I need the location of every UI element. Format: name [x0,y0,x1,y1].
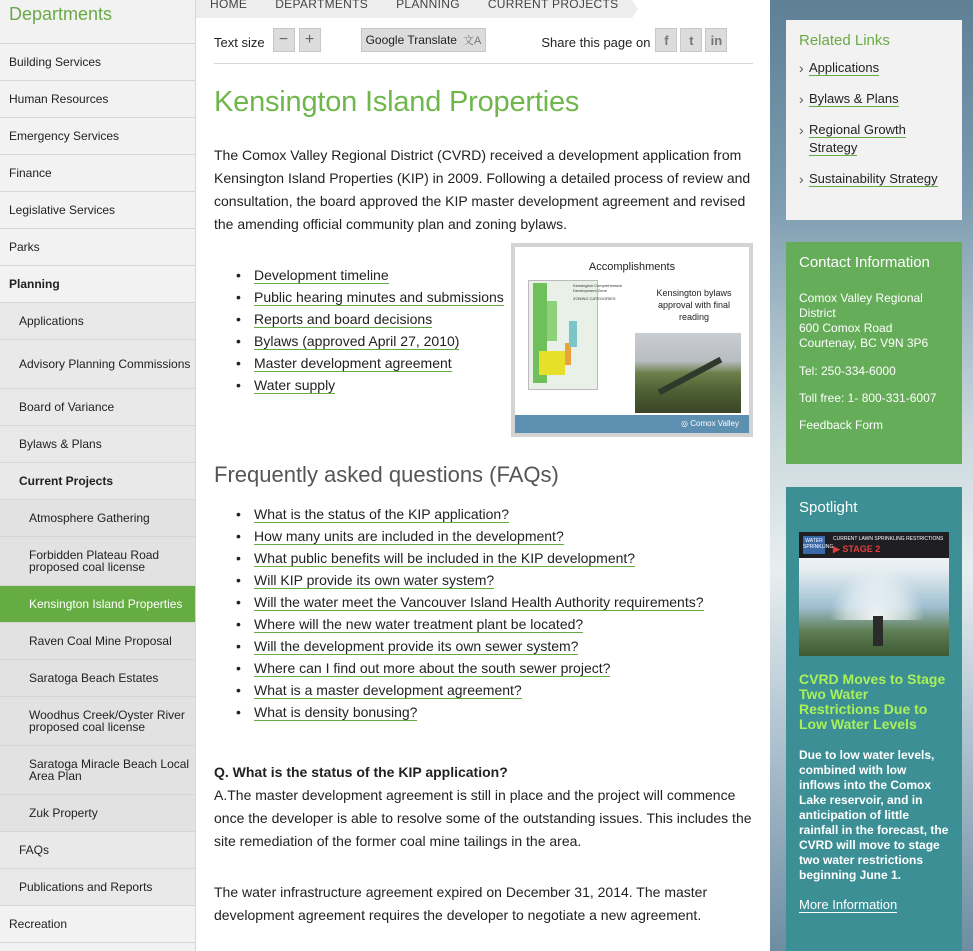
share-label: Share this page on [541,35,651,50]
slide-title: Accomplishments [588,261,676,273]
faq-link[interactable]: Will KIP provide its own water system? [254,572,495,588]
linkedin-icon[interactable]: in [705,28,727,52]
sidebar-item-advisory-planning-commissions[interactable]: Advisory Planning Commissions [0,340,195,389]
related-links-title: Related Links [799,32,890,49]
intro-paragraph: The Comox Valley Regional District (CVRD) received a development application from Kensington Island Properties (KIP) in 2009. Following a detailed process of review and consultation, the board approved the KIP master development agreement and revised the amending official community plan and zoning bylaws. [214,147,751,232]
related-link-label: Applications [809,60,880,75]
breadcrumb-home[interactable]: HOME [196,0,261,18]
faq-answer-section [214,761,759,927]
related-link-sustainability[interactable] [799,170,949,188]
related-link-label: Regional Growth Strategy [809,122,906,155]
share-group [541,28,727,52]
list-item [236,679,756,701]
list-item [236,308,506,330]
list-item [236,701,756,723]
list-item [236,547,756,569]
contact-address [799,291,949,351]
sidebar-item-recreation[interactable]: Recreation [0,906,195,943]
contact-panel [786,242,962,464]
link-water-supply[interactable]: Water supply [254,377,336,393]
list-item [236,613,756,635]
faq-link[interactable]: Will the water meet the Vancouver Island Health Authority requirements? [254,594,704,610]
faq-question: Q. What is the status of the KIP application? [214,764,508,780]
sidebar-item-zuk-property[interactable]: Zuk Property [0,795,195,832]
list-item [236,657,756,679]
list-item [236,330,506,352]
list-item [236,503,756,525]
faq-link[interactable]: How many units are included in the development? [254,528,564,544]
sidebar-title: Departments [0,0,195,44]
google-translate-label: Google Translate [365,33,457,47]
list-item [236,264,506,286]
related-link-regional-growth[interactable] [799,121,949,157]
link-master-development-agreement[interactable]: Master development agreement [254,355,452,371]
more-information-label: More Information [799,897,898,912]
sidebar-item-parks[interactable]: Parks [0,229,195,266]
sidebar-item-board-of-variance[interactable]: Board of Variance [0,389,195,426]
sidebar-item-label: Kensington Island Properties [29,597,183,611]
spotlight-headline[interactable]: CVRD Moves to Stage Two Water Restrictions Due to Low Water Levels [799,671,946,732]
list-item [236,352,506,374]
faq-link[interactable]: Where can I find out more about the south sewer project? [254,660,611,676]
map-heading: Kensington Comprehensive Development Zone [573,283,623,293]
spotlight-banner [799,532,949,558]
translate-icon: 文A [462,35,482,47]
department-sidebar [0,0,196,951]
increase-text-button[interactable]: + [299,28,321,52]
contact-phone[interactable]: Tel: 250-334-6000 [799,364,896,378]
feedback-form-link[interactable]: Feedback Form [799,418,884,432]
list-item [236,525,756,547]
sidebar-item-raven-coal-mine[interactable]: Raven Coal Mine Proposal [0,623,195,660]
sidebar-item-applications[interactable]: Applications [0,303,195,340]
list-item [236,374,506,396]
sidebar-item-faqs[interactable]: FAQs [0,832,195,869]
banner-line-2: ▶ STAGE 2 [833,544,881,554]
contact-city: Courtenay, BC V9N 3P6 [799,336,929,350]
page-toolbar [214,28,753,64]
faq-answer: A.The master development agreement is still in place and the project will commence once the developer is able to resolve some of the outstanding issues. This includes the site remediation of the former coal mine tailings in the area. [214,787,752,849]
more-information-link[interactable] [799,897,949,912]
breadcrumb [196,0,632,18]
list-item [236,591,756,613]
spotlight-title: Spotlight [799,499,858,516]
slide-footer [515,415,749,433]
sidebar-item-woodhus-creek[interactable]: Woodhus Creek/Oyster River proposed coal license [0,697,195,746]
spotlight-panel [786,487,962,951]
faq-list [236,503,756,723]
facebook-icon[interactable]: f [655,28,677,52]
sidebar-item-current-projects[interactable]: Current Projects [0,463,195,500]
contact-street: 600 Comox Road [799,321,893,335]
main-content [196,0,770,951]
link-reports-board-decisions[interactable]: Reports and board decisions [254,311,433,327]
related-link-label: Sustainability Strategy [809,171,938,186]
related-links-panel [786,20,962,220]
sidebar-item-atmosphere-gathering[interactable]: Atmosphere Gathering [0,500,195,537]
sidebar-item-human-resources[interactable]: Human Resources [0,81,195,118]
related-link-label: Bylaws & Plans [809,91,899,106]
sidebar-item-finance[interactable]: Finance [0,155,195,192]
sidebar-item-building-services[interactable]: Building Services [0,44,195,81]
comox-valley-logo-icon: ◎ [681,419,691,428]
link-bylaws[interactable]: Bylaws (approved April 27, 2010) [254,333,460,349]
list-item [236,286,506,308]
contact-toll-free[interactable]: Toll free: 1- 800-331-6007 [799,391,937,405]
site-photo [635,333,741,413]
related-link-bylaws-plans[interactable] [799,90,949,108]
spotlight-image[interactable] [799,532,949,656]
google-translate-button[interactable] [361,28,487,52]
faq-link[interactable]: What is the status of the KIP application? [254,506,510,522]
banner-line-1: CURRENT LAWN SPRINKLING RESTRICTIONS [833,536,944,542]
sidebar-item-saratoga-beach-estates[interactable]: Saratoga Beach Estates [0,660,195,697]
resource-links [236,264,506,396]
zoning-legend [573,283,639,301]
related-link-applications[interactable] [799,59,949,77]
sidebar-item-bylaws-plans[interactable]: Bylaws & Plans [0,426,195,463]
accomplishments-thumbnail[interactable] [511,243,753,437]
slide-footer-label: Comox Valley [690,419,739,428]
thumbnail-slide [515,247,749,433]
decrease-text-button[interactable]: − [273,28,295,52]
water-logo-icon: WATER SPRINKLING [803,536,825,554]
text-size-label: Text size [214,35,265,50]
sprinkler-icon [873,616,883,646]
faq-link[interactable]: What public benefits will be included in the KIP development? [254,550,636,566]
faq-link[interactable]: Where will the new water treatment plant be located? [254,616,584,632]
link-public-hearing-minutes[interactable]: Public hearing minutes and submissions [254,289,504,305]
faq-followup: The water infrastructure agreement expired on December 31, 2014. The master development agreement requires the developer to negotiate a new agreement. [214,884,708,923]
page-title: Kensington Island Properties [214,86,580,118]
contact-org: Comox Valley Regional District [799,291,923,320]
contact-title: Contact Information [799,254,930,271]
sidebar-item-forbidden-plateau[interactable]: Forbidden Plateau Road proposed coal license [0,537,195,586]
slide-caption: Kensington bylaws approval with final reading [656,288,732,322]
spotlight-body: Due to low water levels, combined with low inflows into the Comox Lake reservoir, and in anticipation of little rainfall in the forecast, the CVRD will move to stage two water restrictions beginning June 1. [799,748,949,882]
sidebar-item-saratoga-miracle-beach[interactable]: Saratoga Miracle Beach Local Area Plan [0,746,195,795]
zoning-categories-label: ZONING CATEGORIES [573,296,616,301]
breadcrumb-planning[interactable]: PLANNING [382,0,474,18]
link-development-timeline[interactable]: Development timeline [254,267,389,283]
sidebar-item-kensington-island-properties[interactable] [0,586,195,623]
breadcrumb-departments[interactable]: DEPARTMENTS [261,0,382,18]
sidebar-item-emergency-services[interactable]: Emergency Services [0,118,195,155]
faq-link[interactable]: What is a master development agreement? [254,682,522,698]
faq-heading: Frequently asked questions (FAQs) [214,462,559,487]
list-item [236,635,756,657]
faq-link[interactable]: What is density bonusing? [254,704,418,720]
list-item [236,569,756,591]
sidebar-item-planning[interactable]: Planning [0,266,195,303]
breadcrumb-current-projects[interactable]: CURRENT PROJECTS [474,0,633,18]
sprinkler-spray [829,568,925,620]
sidebar-item-publications-reports[interactable]: Publications and Reports [0,869,195,906]
twitter-icon[interactable]: t [680,28,702,52]
faq-link[interactable]: Will the development provide its own sewer system? [254,638,579,654]
sidebar-item-legislative-services[interactable]: Legislative Services [0,192,195,229]
